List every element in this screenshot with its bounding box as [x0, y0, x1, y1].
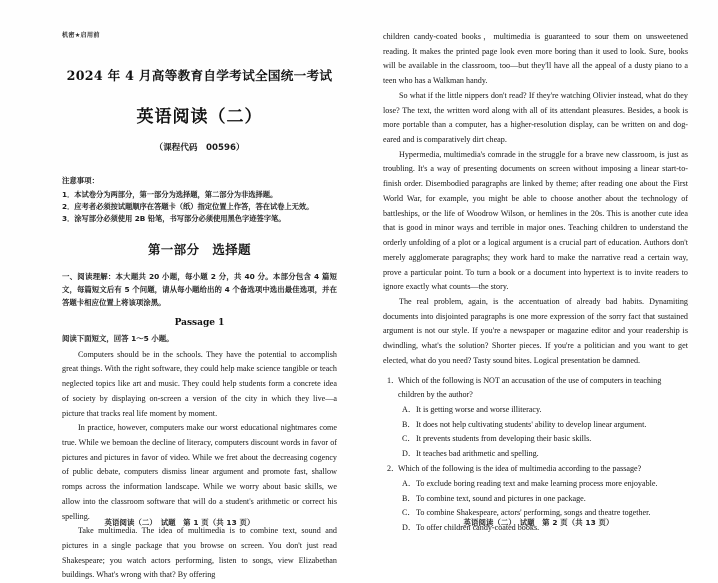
option-d[interactable] — [383, 447, 688, 462]
notice-item: 2．应考者必须按试题顺序在答题卡（纸）指定位置上作答，答在试卷上无效。 — [62, 201, 314, 211]
option-a[interactable] — [383, 403, 688, 418]
security-notice: 机密★启用前 — [62, 32, 100, 39]
option-text: To offer children candy-coated books. — [416, 522, 540, 532]
option-text: It does not help cultivating students' ability to develop linear argument. — [416, 419, 647, 429]
passage-paragraph: The real problem, again, is the accentuation of already bad habits. Dynamiting documents into disjointed paragraphs is one more expression of the sorry fact that sustained argument is not our style. If you're a newspaper or magazine editor and your readership is dwindling, what's the solution? Shorter pieces. If you're a politician and you want to get elected, what do you need? Tasty sound bites. Logical presentation be damned. — [383, 296, 688, 365]
notice-block — [62, 175, 337, 224]
passage-paragraph: children candy-coated books，multimedia is guaranteed to sour them on unsweetened reading. It makes the printed page look even more boring than it used to look. Sure, books will be available in the classroom, too—but they'll have all the appeal of a dusty piano to a teen who has a Walkman handy. — [383, 32, 688, 86]
passage-paragraph: Take multimedia. The idea of multimedia is to combine text, sound and pictures in a single package that you browse on screen. You don't just read Shakespeare; you watch actors performing, listen to songs, view Elizabethan buildings. What's wrong with that? By offering — [62, 526, 337, 580]
passage-label: Passage 1 — [174, 317, 225, 328]
exam-page-1 — [0, 0, 359, 580]
option-text: It prevents students from developing their basic skills. — [416, 434, 592, 444]
option-b[interactable] — [383, 492, 688, 507]
question-stem — [383, 374, 688, 403]
exam-page-2 — [359, 0, 718, 550]
notice-heading: 注意事项： — [62, 176, 99, 185]
option-c[interactable] — [383, 432, 688, 447]
section-instruction: 一、阅读理解：本大题共 20 小题，每小题 2 分，共 40 分。本部分包含 4 篇短文，每篇短文后有 5 个问题，请从每小题给出的 4 个备选项中选出最佳选项，并在答题卡相应位置上将该项涂黑。 — [62, 272, 337, 307]
option-key: A． — [402, 478, 416, 488]
option-text: To combine Shakespeare, actors' performing, songs and theatre together. — [416, 508, 651, 518]
subject-title: 英语阅读（二） — [136, 107, 263, 127]
course-code: （课程代码 00596） — [154, 143, 245, 153]
question-text: Which of the following is the idea of multimedia according to the passage? — [398, 464, 642, 474]
question-number: 2． — [387, 464, 400, 474]
option-text: It teaches bad arithmetic and spelling. — [416, 448, 539, 458]
option-key: D． — [402, 522, 416, 532]
question-text: Which of the following is NOT an accusation of the use of computers in teaching children by the author? — [398, 375, 662, 400]
question-1 — [383, 374, 688, 462]
page-footer-2: 英语阅读（二） 试题 第 2 页（共 13 页） — [463, 518, 614, 527]
option-key: C． — [402, 434, 416, 444]
notice-item: 3．涂写部分必须使用 2B 铅笔，书写部分必须使用黑色字迹签字笔。 — [62, 213, 286, 223]
option-key: B． — [402, 493, 416, 503]
option-key: C． — [402, 508, 416, 518]
option-a[interactable] — [383, 477, 688, 492]
exam-title: 2024 年 4 月高等教育自学考试全国统一考试 — [66, 68, 333, 83]
passage-paragraph: Hypermedia, multimedia's comrade in the struggle for a brave new classroom, is just as troubling. It's a way of presenting documents on screen without imposing a linear start-to-finish order. Disembodied paragraphs are linked by theme; after reading one about the First World War, for example, you might be able to choose another about the technology of battleships, or the life of Woodrow Wilson, or hemlines in the 20s. This is another cute idea that is good in minor ways and terrible in major ones. Teaching children to understand the orderly unfolding of a plot or a logical argument is a crucial part of education. Authors don't merely agglomerate paragraphs; they work hard to make the narrative read a certain way, prove a particular point. To turn a book or a document into hypertext is to invite readers to ignore exactly what counts—the story. — [383, 149, 688, 292]
option-key: B． — [402, 419, 416, 429]
passage-paragraph: So what if the little nippers don't read? If they're watching Olivier instead, what do they lose? The text, the written word along with all of its attendant pleasures. Besides, a book is more portable than a computer, has a higher-resolution display, can be written on and dog-eared and is comparatively dirt cheap. — [383, 90, 688, 145]
option-text: To exclude boring reading text and make learning process more enjoyable. — [416, 478, 658, 488]
reading-instruction: 阅读下面短文，回答 1～5 小题。 — [62, 333, 174, 343]
question-stem — [383, 462, 688, 477]
option-b[interactable] — [383, 418, 688, 433]
option-key: D． — [402, 448, 416, 458]
option-key: A． — [402, 404, 416, 414]
question-number: 1． — [387, 375, 400, 385]
notice-item: 1．本试卷分为两部分，第一部分为选择题，第二部分为非选择题。 — [62, 190, 278, 199]
part-one-title: 第一部分 选择题 — [147, 242, 252, 258]
passage-paragraph: In practice, however, computers make our worst educational nightmares come true. While we bemoan the decline of literacy, computers discount words in favor of pictures and pictures in favor of video. While we fret about the decreasing cogency of public debate, computers dismiss linear argument and promote fast, shallow romps across the information landscape. While we worry about basic skills, we allow into the classroom software that will do a student's arithmetic or correct his spelling. — [62, 423, 337, 521]
page-footer-1: 英语阅读（二） 试题 第 1 页（共 13 页） — [104, 518, 255, 527]
option-text: It is getting worse and worse illiteracy. — [416, 404, 542, 414]
option-text: To combine text, sound and pictures in one package. — [416, 493, 586, 503]
passage-paragraph: Computers should be in the schools. They have the potential to accomplish great things. With the right software, they could help make science tangible or teach neglected topics like art and music. They could help students form a concrete idea of society by displaying on-screen a version of the city in which they live—a picture that tracks real life moment by moment. — [62, 349, 337, 418]
